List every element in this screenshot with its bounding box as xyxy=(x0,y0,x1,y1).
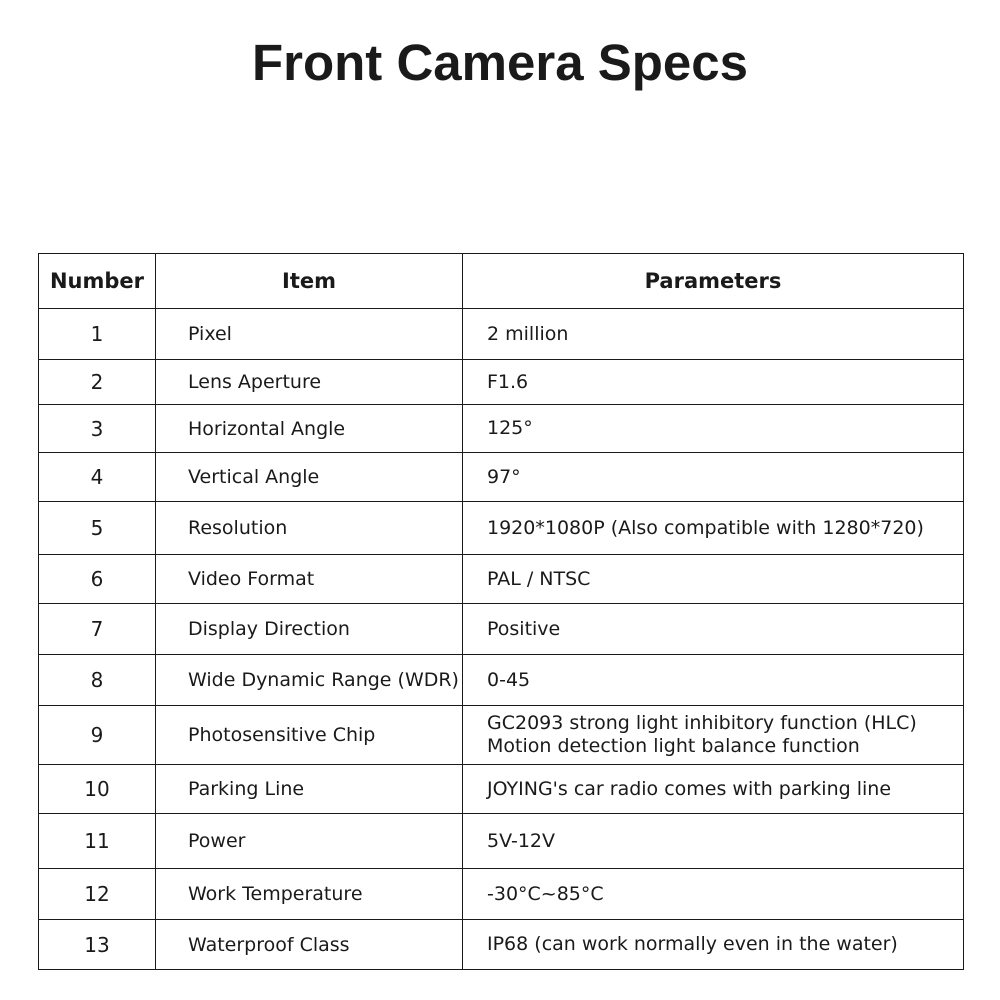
row-item: Photosensitive Chip xyxy=(156,706,463,765)
row-number: 4 xyxy=(39,453,156,502)
parameter-line: PAL / NTSC xyxy=(487,567,591,590)
table-row xyxy=(39,604,964,655)
parameter-line: JOYING's car radio comes with parking line xyxy=(487,777,892,800)
table-row xyxy=(39,655,964,706)
table-row xyxy=(39,814,964,869)
row-item: Pixel xyxy=(156,309,463,360)
parameter-line: Motion detection light balance function xyxy=(487,735,860,757)
table-row xyxy=(39,555,964,604)
table-row xyxy=(39,869,964,920)
row-parameters xyxy=(463,555,964,604)
row-item: Parking Line xyxy=(156,765,463,814)
specs-table xyxy=(38,253,964,970)
parameter-line: 5V-12V xyxy=(487,829,556,852)
table-row xyxy=(39,706,964,765)
row-parameters xyxy=(463,920,964,970)
row-item: Display Direction xyxy=(156,604,463,655)
row-parameters xyxy=(463,502,964,555)
row-number: 9 xyxy=(39,706,156,765)
row-number: 7 xyxy=(39,604,156,655)
parameter-line: GC2093 strong light inhibitory function (HLC) xyxy=(487,712,917,734)
row-item: Wide Dynamic Range (WDR) xyxy=(156,655,463,706)
parameter-line: 2 million xyxy=(487,322,569,345)
row-number: 10 xyxy=(39,765,156,814)
parameter-line: IP68 (can work normally even in the water) xyxy=(487,933,898,955)
row-parameters xyxy=(463,360,964,405)
row-number: 1 xyxy=(39,309,156,360)
row-parameters xyxy=(463,814,964,869)
row-item: Resolution xyxy=(156,502,463,555)
parameter-line: Positive xyxy=(487,617,561,640)
row-item: Horizontal Angle xyxy=(156,405,463,453)
header-number: Number xyxy=(39,254,156,309)
row-parameters xyxy=(463,309,964,360)
header-item: Item xyxy=(156,254,463,309)
page-title: Front Camera Specs xyxy=(251,34,748,91)
parameter-line: 97° xyxy=(487,465,521,488)
row-number: 2 xyxy=(39,360,156,405)
row-parameters xyxy=(463,604,964,655)
row-parameters xyxy=(463,405,964,453)
row-number: 5 xyxy=(39,502,156,555)
row-number: 3 xyxy=(39,405,156,453)
row-item: Video Format xyxy=(156,555,463,604)
row-parameters xyxy=(463,453,964,502)
row-number: 11 xyxy=(39,814,156,869)
row-number: 12 xyxy=(39,869,156,920)
row-item: Power xyxy=(156,814,463,869)
row-parameters xyxy=(463,765,964,814)
row-number: 13 xyxy=(39,920,156,970)
table-row xyxy=(39,405,964,453)
row-parameters xyxy=(463,706,964,765)
row-number: 6 xyxy=(39,555,156,604)
table-row xyxy=(39,765,964,814)
table-row xyxy=(39,360,964,405)
row-parameters xyxy=(463,869,964,920)
table-row xyxy=(39,502,964,555)
table-body xyxy=(39,309,964,970)
table-row xyxy=(39,309,964,360)
row-item: Waterproof Class xyxy=(156,920,463,970)
parameter-line: F1.6 xyxy=(487,370,529,393)
table-row xyxy=(39,453,964,502)
row-item: Vertical Angle xyxy=(156,453,463,502)
row-item: Work Temperature xyxy=(156,869,463,920)
table-row xyxy=(39,920,964,970)
row-number: 8 xyxy=(39,655,156,706)
parameter-line: -30°C~85°C xyxy=(487,882,604,905)
parameter-line: 1920*1080P (Also compatible with 1280*720) xyxy=(487,516,924,539)
parameter-line: 125° xyxy=(487,417,533,439)
row-item: Lens Aperture xyxy=(156,360,463,405)
parameter-line: 0-45 xyxy=(487,668,531,691)
header-parameters: Parameters xyxy=(463,254,964,309)
row-parameters xyxy=(463,655,964,706)
table-header-row xyxy=(39,254,964,309)
